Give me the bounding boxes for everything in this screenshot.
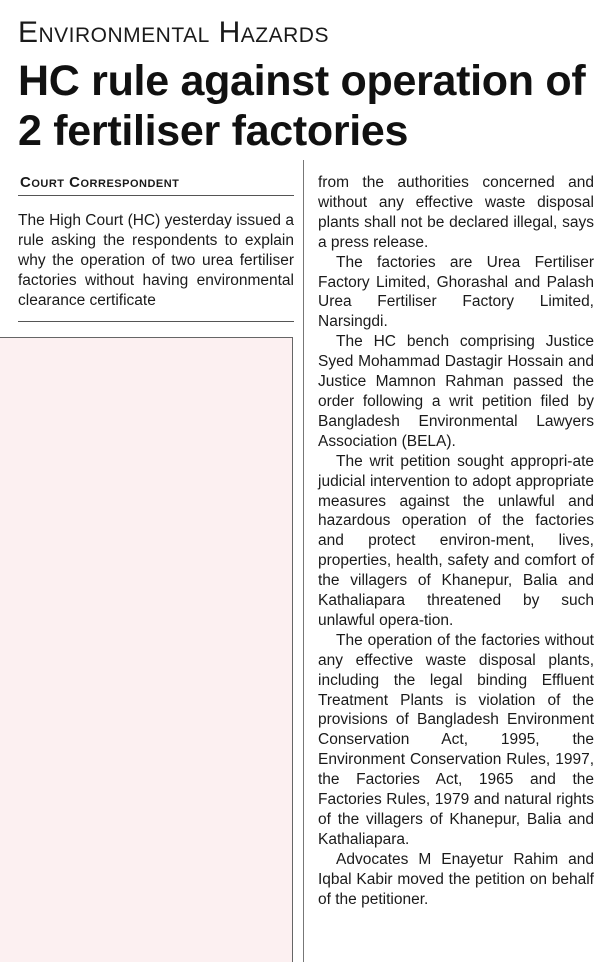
article-column-2 [318, 173, 594, 910]
article-paragraph: The operation of the factories without any effective waste disposal plants, including the legal binding Effluent Treatment Plants is violation of the provisions of Bangladesh Environment Conservation Act, 1995, the Environment Conservation Rules, 1997, the Factories Act, 1965 and the Factories Rules, 1979 and natural rights of the villagers of Khanepur, Balia and Kathaliapara. [318, 631, 594, 848]
column-divider [18, 321, 294, 322]
article-paragraph: The factories are Urea Fertiliser Factory Limited, Ghorashal and Palash Urea Fertiliser Factory Limited, Narsingdi. [318, 253, 594, 331]
byline: Court Correspondent [20, 174, 180, 191]
article-paragraph: from the authorities concerned and without any effective waste disposal plants shall not be declared illegal, says a press release. [318, 174, 594, 251]
article-paragraph: The High Court (HC) yesterday issued a rule asking the respondents to explain why the operation of two urea fertiliser factories without having environmental clearance certificate [18, 212, 294, 309]
byline-divider [18, 195, 294, 196]
article-paragraph: The HC bench comprising Justice Syed Mohammad Dastagir Hossain and Justice Mamnon Rahman passed the order following a writ petition filed by Bangladesh Environmental Lawyers Association (BELA). [318, 333, 594, 450]
advertisement-placeholder [0, 337, 293, 962]
article-paragraph: Advocates M Enayetur Rahim and Iqbal Kabir moved the petition on behalf of the petitioner. [318, 850, 594, 908]
column-separator [303, 160, 304, 962]
headline: HC rule against operation of 2 fertiliser factories [18, 57, 586, 155]
page-edge [604, 0, 612, 962]
section-kicker: Environmental Hazards [18, 16, 329, 49]
article-column-1 [18, 211, 294, 311]
article-paragraph: The writ petition sought appropri-ate judicial intervention to adopt appropriate measures against the unlawful and hazardous operation of the factories and protect environ-ment, lives, properties, health, safety and comfort of the villagers of Khanepur, Balia and Kathaliapara threatened by such unlawful opera-tion. [318, 452, 594, 629]
